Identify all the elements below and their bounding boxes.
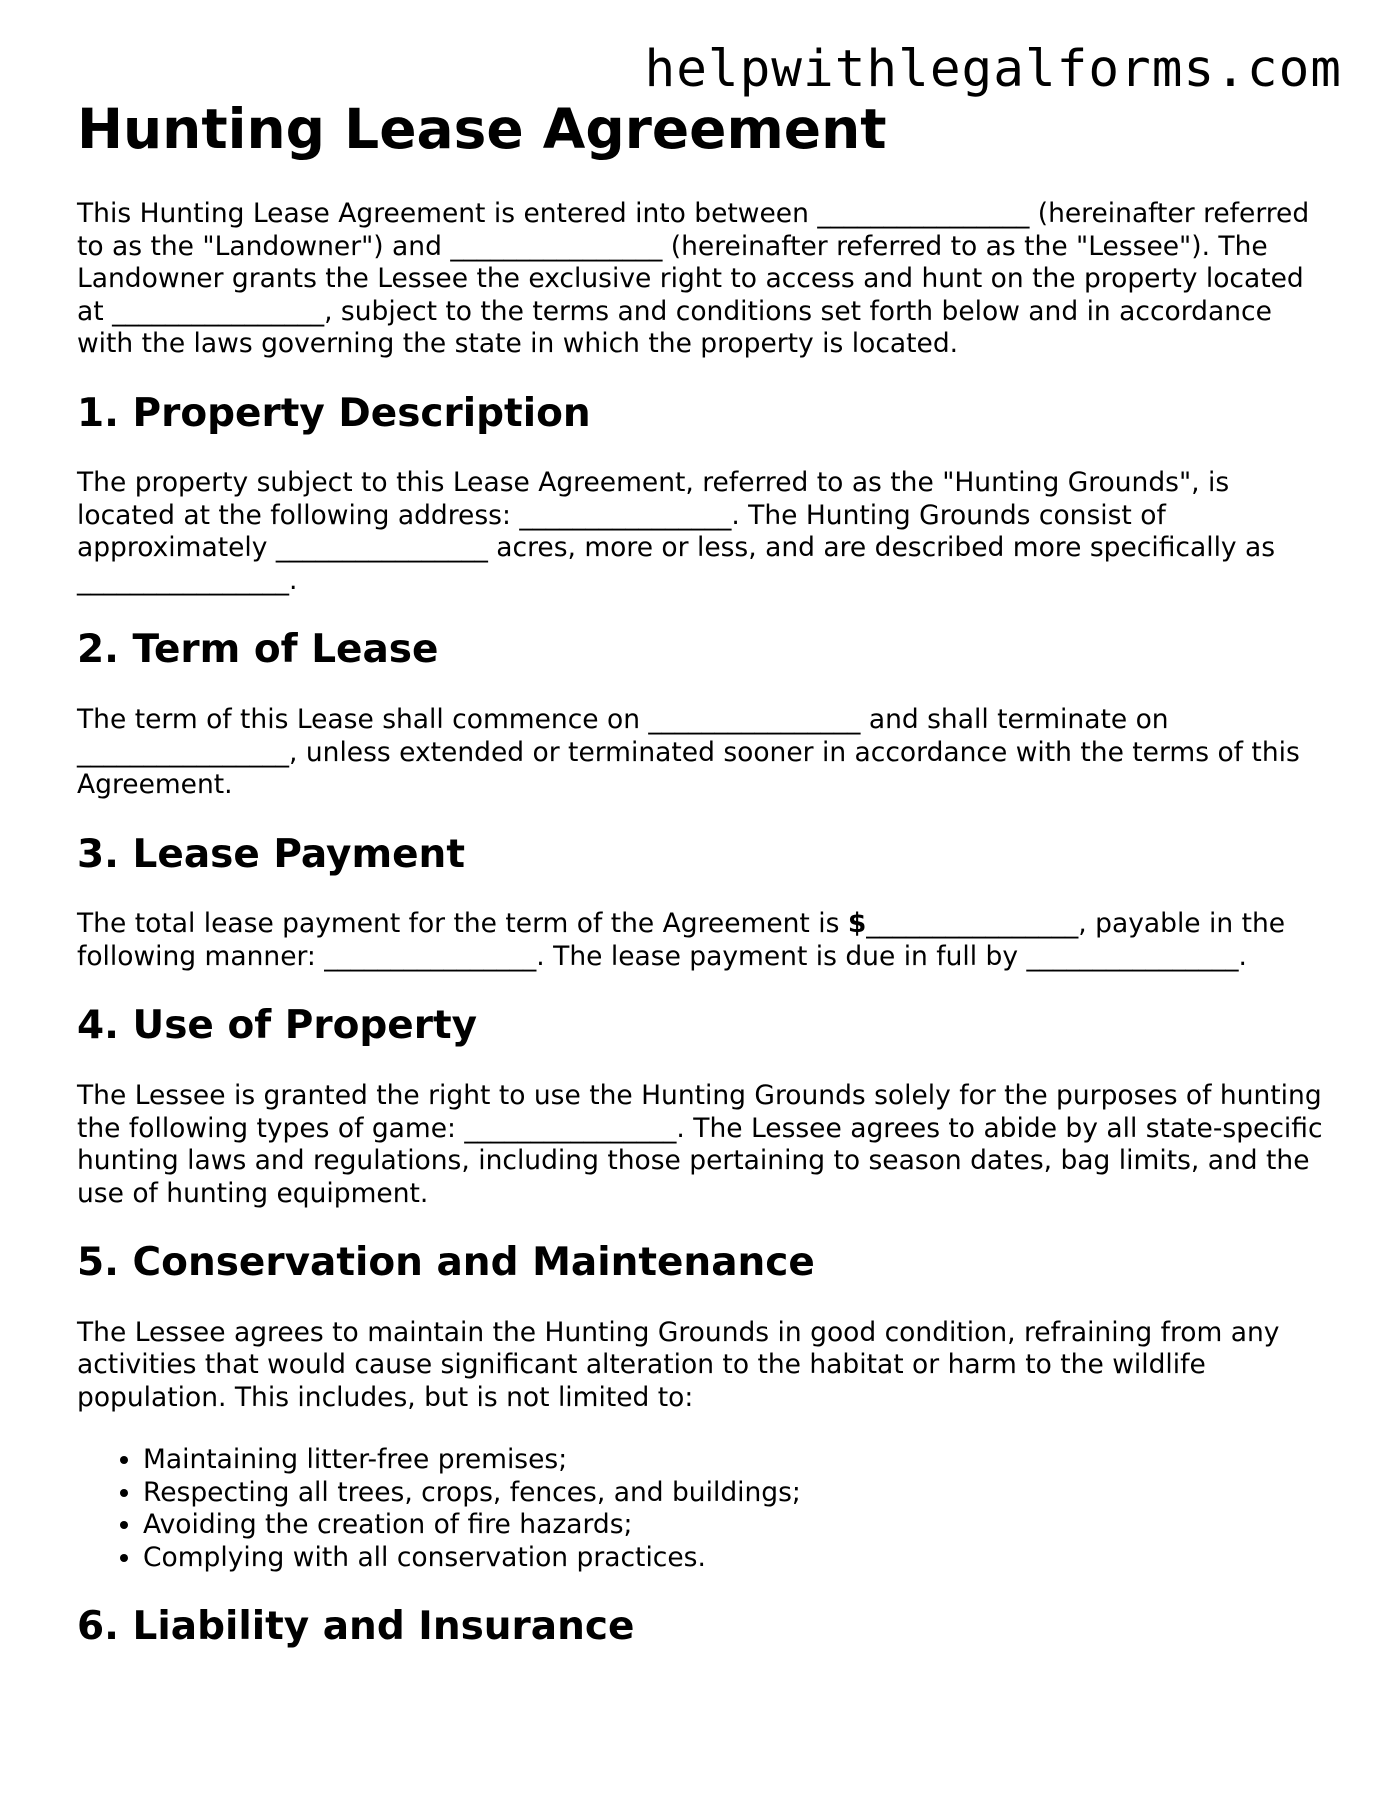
lessee-blank: ________________ bbox=[450, 230, 663, 262]
payment-amount-blank: ________________ bbox=[866, 908, 1079, 940]
section-heading-conservation: 5. Conservation and Maintenance bbox=[77, 1240, 815, 1286]
section-heading-property-description: 1. Property Description bbox=[77, 390, 591, 436]
address-blank: ________________ bbox=[519, 499, 732, 531]
payment-paragraph: The total lease payment for the term of the Agreement is $________________, payable in the following manner: ________________. The lease payment is due in full by ________________. bbox=[77, 908, 1286, 972]
use-paragraph: The Lessee is granted the right to use the Hunting Grounds solely for the purposes of hunting the following types of game: ________________. The Lessee agrees to abide by all state-specific hunting laws and regulations, including those pertaining to season dates, bag limits, and the use of hunting equipment. bbox=[77, 1080, 1323, 1209]
term-paragraph: The term of this Lease shall commence on ________________ and shall terminate on ________________, unless extended or terminated sooner in accordance with the terms of this Agreement. bbox=[77, 704, 1300, 801]
end-date-blank: ________________ bbox=[77, 736, 289, 768]
section-heading-liability: 6. Liability and Insurance bbox=[77, 1604, 635, 1650]
section-heading-lease-payment: 3. Lease Payment bbox=[77, 831, 465, 877]
payment-manner-blank: ________________ bbox=[324, 940, 537, 972]
acres-blank: ________________ bbox=[275, 532, 488, 564]
list-item: • Maintaining litter-free premises; bbox=[143, 1444, 1327, 1477]
property-description-paragraph: The property subject to this Lease Agreement, referred to as the "Hunting Grounds", is located at the following address: ________________. The Hunting Grounds consist of approximately ________________ acres, more or less, and are described more specifically as ________________. bbox=[77, 467, 1276, 596]
intro-paragraph: This Hunting Lease Agreement is entered into between ________________ (hereinafter referred to as the "Landowner") and ________________ (hereinafter referred to as the "Lessee"). The Landowner grants the Lessee the exclusive right to access and hunt on the property located at ________________, subject to the terms and conditions set forth below and in accordance with the laws governing the state in which the property is located. bbox=[77, 198, 1310, 359]
list-item: • Respecting all trees, crops, fences, and buildings; bbox=[143, 1477, 1327, 1510]
landowner-blank: ________________ bbox=[817, 198, 1030, 229]
page-title: Hunting Lease Agreement bbox=[77, 97, 887, 161]
list-item: • Avoiding the creation of fire hazards; bbox=[143, 1509, 1327, 1542]
section-heading-term-of-lease: 2. Term of Lease bbox=[77, 627, 439, 673]
game-types-blank: ________________ bbox=[464, 1112, 677, 1144]
list-item: • Complying with all conservation practices. bbox=[143, 1542, 1327, 1575]
section-heading-use-of-property: 4. Use of Property bbox=[77, 1003, 478, 1049]
payment-due-blank: ________________ bbox=[1026, 940, 1239, 972]
dollar-sign: $ bbox=[847, 908, 867, 940]
conservation-paragraph: The Lessee agrees to maintain the Hunting Grounds in good condition, refraining from any activities that would cause significant alteration to the habitat or harm to the wildlife population. This includes, but is not limited to: bbox=[77, 1316, 1280, 1413]
start-date-blank: ________________ bbox=[648, 704, 861, 736]
description-blank: ________________ bbox=[77, 564, 289, 596]
property-location-blank: ________________ bbox=[112, 295, 325, 327]
conservation-list bbox=[77, 1444, 1327, 1574]
watermark: helpwithlegalforms.com bbox=[644, 40, 1342, 99]
document-page bbox=[77, 96, 1327, 1681]
